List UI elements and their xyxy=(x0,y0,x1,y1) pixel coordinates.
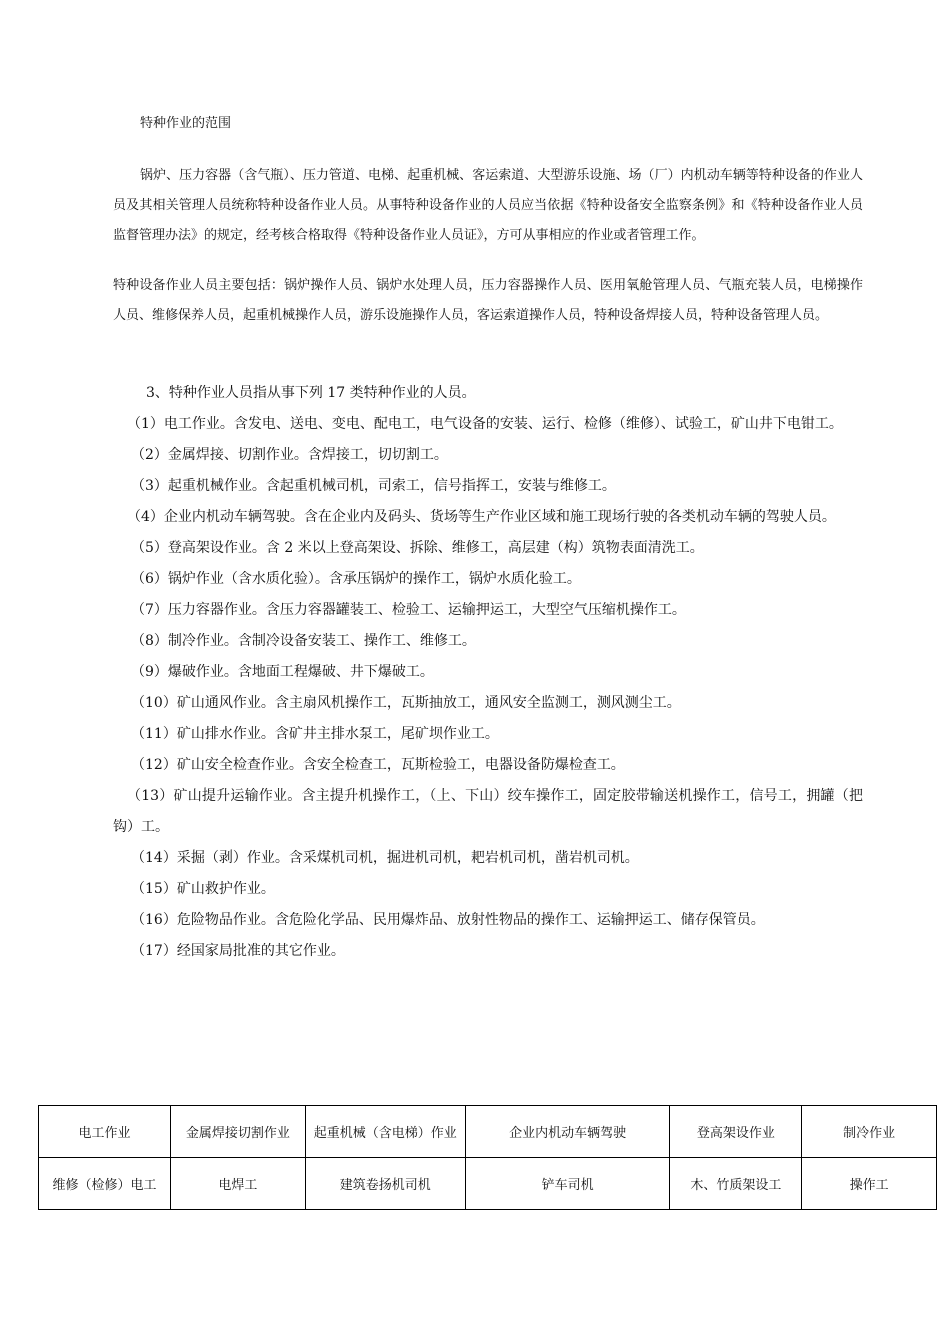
table-cell: 木、竹质架设工 xyxy=(670,1158,802,1210)
list-item-14: （14）采掘（剥）作业。含采煤机司机，掘进机司机，耙岩机司机，凿岩机司机。 xyxy=(131,850,639,866)
operations-table xyxy=(38,1105,937,1210)
list-item-3: （3）起重机械作业。含起重机械司机，司索工，信号指挥工，安装与维修工。 xyxy=(131,478,616,494)
list-item-13: （13）矿山提升运输作业。含主提升机操作工，（上、下山）绞车操作工，固定胶带输送机操作工，信号工，拥罐（把钩）工。 xyxy=(113,788,863,835)
list-item-2: （2）金属焊接、切割作业。含焊接工，切切割工。 xyxy=(131,447,448,463)
table-cell: 建筑卷扬机司机 xyxy=(305,1158,465,1210)
list-item-4: （4）企业内机动车辆驾驶。含在企业内及码头、货场等生产作业区域和施工现场行驶的各类机动车辆的驾驶人员。 xyxy=(127,509,836,525)
list-item-10: （10）矿山通风作业。含主扇风机操作工，瓦斯抽放工，通风安全监测工，测风测尘工。 xyxy=(131,695,681,711)
section-title: 特种作业的范围 xyxy=(140,116,232,131)
list-item-15: （15）矿山救护作业。 xyxy=(131,881,275,897)
table-header-cell: 起重机械（含电梯）作业 xyxy=(305,1106,465,1158)
list-item-16: （16）危险物品作业。含危险化学品、民用爆炸品、放射性物品的操作工、运输押运工、储存保管员。 xyxy=(131,912,765,928)
list-item-5: （5）登高架设作业。含 2 米以上登高架设、拆除、维修工，高层建（构）筑物表面清洗工。 xyxy=(131,540,704,556)
list-item-8: （8）制冷作业。含制冷设备安装工、操作工、维修工。 xyxy=(131,633,476,649)
table-row xyxy=(39,1158,937,1210)
paragraph-special-equipment: 锅炉、压力容器（含气瓶）、压力管道、电梯、起重机械、客运索道、大型游乐设施、场（厂）内机动车辆等特种设备的作业人员及其相关管理人员统称特种设备作业人员。从事特种设备作业的人员应当依据《特种设备安全监察条例》和《特种设备作业人员监督管理办法》的规定，经考核合格取得《特种设备作业人员证》，方可从事相应的作业或者管理工作。 xyxy=(113,168,863,243)
table-header-cell: 制冷作业 xyxy=(802,1106,937,1158)
special-operations-list xyxy=(113,378,863,967)
table-cell: 操作工 xyxy=(802,1158,937,1210)
list-item-17: （17）经国家局批准的其它作业。 xyxy=(131,943,345,959)
list-item-6: （6）锅炉作业（含水质化验）。含承压锅炉的操作工，锅炉水质化验工。 xyxy=(131,571,581,587)
table-header-cell: 金属焊接切割作业 xyxy=(170,1106,305,1158)
list-item-11: （11）矿山排水作业。含矿井主排水泵工，尾矿坝作业工。 xyxy=(131,726,499,742)
table-header-row xyxy=(39,1106,937,1158)
table-header-cell: 企业内机动车辆驾驶 xyxy=(465,1106,670,1158)
table-cell: 电焊工 xyxy=(170,1158,305,1210)
list-item-1: （1）电工作业。含发电、送电、变电、配电工，电气设备的安装、运行、检修（维修）、试验工，矿山井下电钳工。 xyxy=(127,416,843,432)
table-cell: 维修（检修）电工 xyxy=(39,1158,171,1210)
table-header-cell: 登高架设作业 xyxy=(670,1106,802,1158)
list-item-7: （7）压力容器作业。含压力容器罐装工、检验工、运输押运工，大型空气压缩机操作工。 xyxy=(131,602,686,618)
table-header-cell: 电工作业 xyxy=(39,1106,171,1158)
list-intro: 3、特种作业人员指从事下列 17 类特种作业的人员。 xyxy=(146,385,476,401)
list-item-9: （9）爆破作业。含地面工程爆破、井下爆破工。 xyxy=(131,664,434,680)
table-cell: 铲车司机 xyxy=(465,1158,670,1210)
list-item-12: （12）矿山安全检查作业。含安全检查工，瓦斯检验工，电器设备防爆检查工。 xyxy=(131,757,625,773)
paragraph-equipment-operators: 特种设备作业人员主要包括：锅炉操作人员、锅炉水处理人员，压力容器操作人员、医用氧舱管理人员、气瓶充装人员，电梯操作人员、维修保养人员，起重机械操作人员，游乐设施操作人员，客运索道操作人员，特种设备焊接人员，特种设备管理人员。 xyxy=(113,278,863,323)
